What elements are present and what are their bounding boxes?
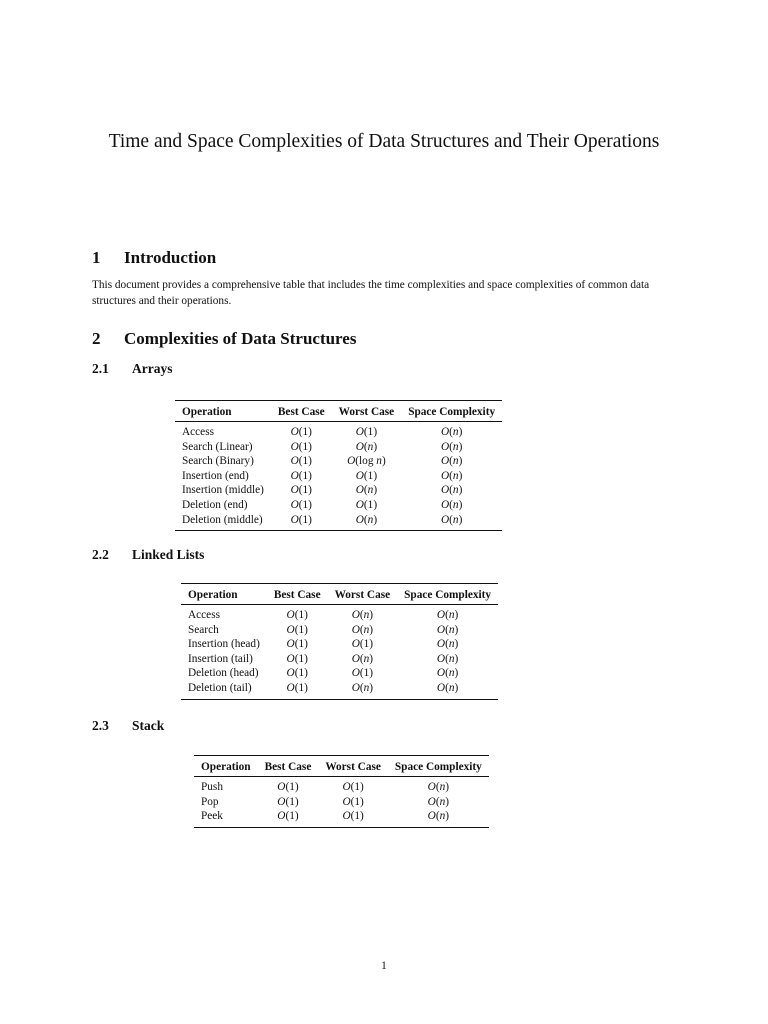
table-row xyxy=(175,440,502,455)
complexity-cell: O(1) xyxy=(290,469,312,482)
subsection-heading-linked-lists xyxy=(92,547,204,563)
section-title: Complexities of Data Structures xyxy=(124,329,357,348)
complexity-cell: O(1) xyxy=(290,513,312,526)
complexity-cell: O(n) xyxy=(440,455,463,468)
complexity-cell: O(n) xyxy=(355,484,378,497)
complexity-cell: O(1) xyxy=(355,469,378,482)
operation-cell: Search (Binary) xyxy=(182,455,254,468)
column-header: Space Complexity xyxy=(401,401,502,422)
table-row xyxy=(194,777,489,795)
complexity-cell: O(1) xyxy=(351,667,374,680)
complexity-cell: O(1) xyxy=(277,781,299,793)
operation-cell: Search xyxy=(188,623,219,636)
complexity-cell: O(1) xyxy=(286,623,308,636)
complexity-cell: O(1) xyxy=(286,609,308,621)
column-header: Worst Case xyxy=(332,401,402,422)
operation-cell: Push xyxy=(201,781,223,793)
subsection-title: Linked Lists xyxy=(132,547,205,562)
table-row xyxy=(194,809,489,827)
complexity-cell: O(n) xyxy=(351,623,374,636)
complexity-cell: O(n) xyxy=(427,795,450,808)
subsection-number: 2.1 xyxy=(92,361,109,376)
column-header: Best Case xyxy=(267,584,328,605)
complexity-cell: O(n) xyxy=(440,440,463,453)
column-header: Operation xyxy=(181,584,267,605)
column-header: Best Case xyxy=(271,401,332,422)
stack-table xyxy=(194,755,489,828)
table-row xyxy=(175,469,502,484)
subsection-number: 2.3 xyxy=(92,718,109,733)
complexity-cell: O(1) xyxy=(286,652,308,665)
subsection-heading-arrays xyxy=(92,361,173,377)
operation-cell: Insertion (end) xyxy=(182,469,249,482)
table-row xyxy=(181,652,498,667)
table-header-row xyxy=(175,401,502,422)
column-header: Operation xyxy=(194,756,258,777)
complexity-cell: O(1) xyxy=(286,681,308,694)
document-title: Time and Space Complexities of Data Structures and Their Operations xyxy=(108,131,660,152)
subsection-heading-stack xyxy=(92,718,164,734)
complexity-cell: O(1) xyxy=(277,795,299,808)
complexity-cell: O(1) xyxy=(342,795,364,808)
complexity-cell: O(n) xyxy=(355,440,378,453)
operation-cell: Pop xyxy=(201,795,219,808)
section-title: Introduction xyxy=(124,248,217,267)
table-row xyxy=(181,623,498,638)
complexity-cell: O(1) xyxy=(290,498,312,511)
operation-cell: Deletion (tail) xyxy=(188,681,252,694)
complexity-cell: O(n) xyxy=(436,638,459,651)
complexity-cell: O(n) xyxy=(427,781,450,793)
section-heading-introduction xyxy=(92,248,216,268)
table-row xyxy=(175,422,502,440)
table-row xyxy=(181,637,498,652)
table-row xyxy=(181,605,498,623)
complexity-cell: O(n) xyxy=(440,513,463,526)
section-number: 2 xyxy=(92,329,101,348)
operation-cell: Deletion (head) xyxy=(188,667,259,680)
table-row xyxy=(181,681,498,699)
intro-paragraph: This document provides a comprehensive table that includes the time complexities and space complexities of common data structures and their operations. xyxy=(92,279,650,307)
complexity-cell: O(n) xyxy=(440,469,463,482)
complexity-cell: O(n) xyxy=(436,623,459,636)
table-row xyxy=(175,454,502,469)
operation-cell: Peek xyxy=(201,810,223,823)
complexity-cell: O(1) xyxy=(342,781,364,793)
complexity-cell: O(n) xyxy=(436,681,459,694)
column-header: Space Complexity xyxy=(388,756,489,777)
complexity-cell: O(n) xyxy=(440,426,463,438)
section-heading-complexities xyxy=(92,329,356,349)
column-header: Space Complexity xyxy=(397,584,498,605)
complexity-cell: O(1) xyxy=(290,426,312,438)
table-header-row xyxy=(181,584,498,605)
section-number: 1 xyxy=(92,248,101,267)
page-number: 1 xyxy=(381,960,387,972)
table-header-row xyxy=(194,756,489,777)
table-row xyxy=(175,513,502,531)
operation-cell: Access xyxy=(188,609,220,621)
column-header: Worst Case xyxy=(328,584,398,605)
complexity-cell: O(n) xyxy=(440,484,463,497)
arrays-table xyxy=(175,400,502,531)
operation-cell: Deletion (middle) xyxy=(182,513,263,526)
column-header: Worst Case xyxy=(318,756,388,777)
column-header: Best Case xyxy=(258,756,319,777)
complexity-cell: O(n) xyxy=(355,513,378,526)
subsection-title: Arrays xyxy=(132,361,173,376)
complexity-cell: O(n) xyxy=(351,652,374,665)
complexity-cell: O(1) xyxy=(290,440,312,453)
complexity-cell: O(1) xyxy=(355,498,378,511)
operation-cell: Search (Linear) xyxy=(182,440,253,453)
complexity-cell: O(n) xyxy=(427,810,450,823)
complexity-cell: O(n) xyxy=(436,609,459,621)
operation-cell: Insertion (head) xyxy=(188,638,260,651)
complexity-cell: O(1) xyxy=(342,810,364,823)
table-row xyxy=(194,795,489,810)
complexity-cell: O(1) xyxy=(286,638,308,651)
operation-cell: Access xyxy=(182,426,214,438)
complexity-cell: O(n) xyxy=(351,609,374,621)
complexity-cell: O(n) xyxy=(351,681,374,694)
column-header: Operation xyxy=(175,401,271,422)
table-row xyxy=(175,483,502,498)
operation-cell: Insertion (tail) xyxy=(188,652,253,665)
complexity-cell: O(1) xyxy=(277,810,299,823)
subsection-number: 2.2 xyxy=(92,547,109,562)
complexity-cell: O(n) xyxy=(436,652,459,665)
complexity-cell: O(1) xyxy=(290,484,312,497)
complexity-cell: O(1) xyxy=(351,638,374,651)
complexity-cell: O(n) xyxy=(440,498,463,511)
complexity-cell: O(1) xyxy=(355,426,378,438)
operation-cell: Deletion (end) xyxy=(182,498,248,511)
subsection-title: Stack xyxy=(132,718,165,733)
complexity-cell: O(n) xyxy=(436,667,459,680)
linked-lists-table xyxy=(181,583,498,700)
complexity-cell: O(log n) xyxy=(347,455,386,468)
table-row xyxy=(181,666,498,681)
complexity-cell: O(1) xyxy=(290,455,312,468)
operation-cell: Insertion (middle) xyxy=(182,484,264,497)
table-row xyxy=(175,498,502,513)
complexity-cell: O(1) xyxy=(286,667,308,680)
